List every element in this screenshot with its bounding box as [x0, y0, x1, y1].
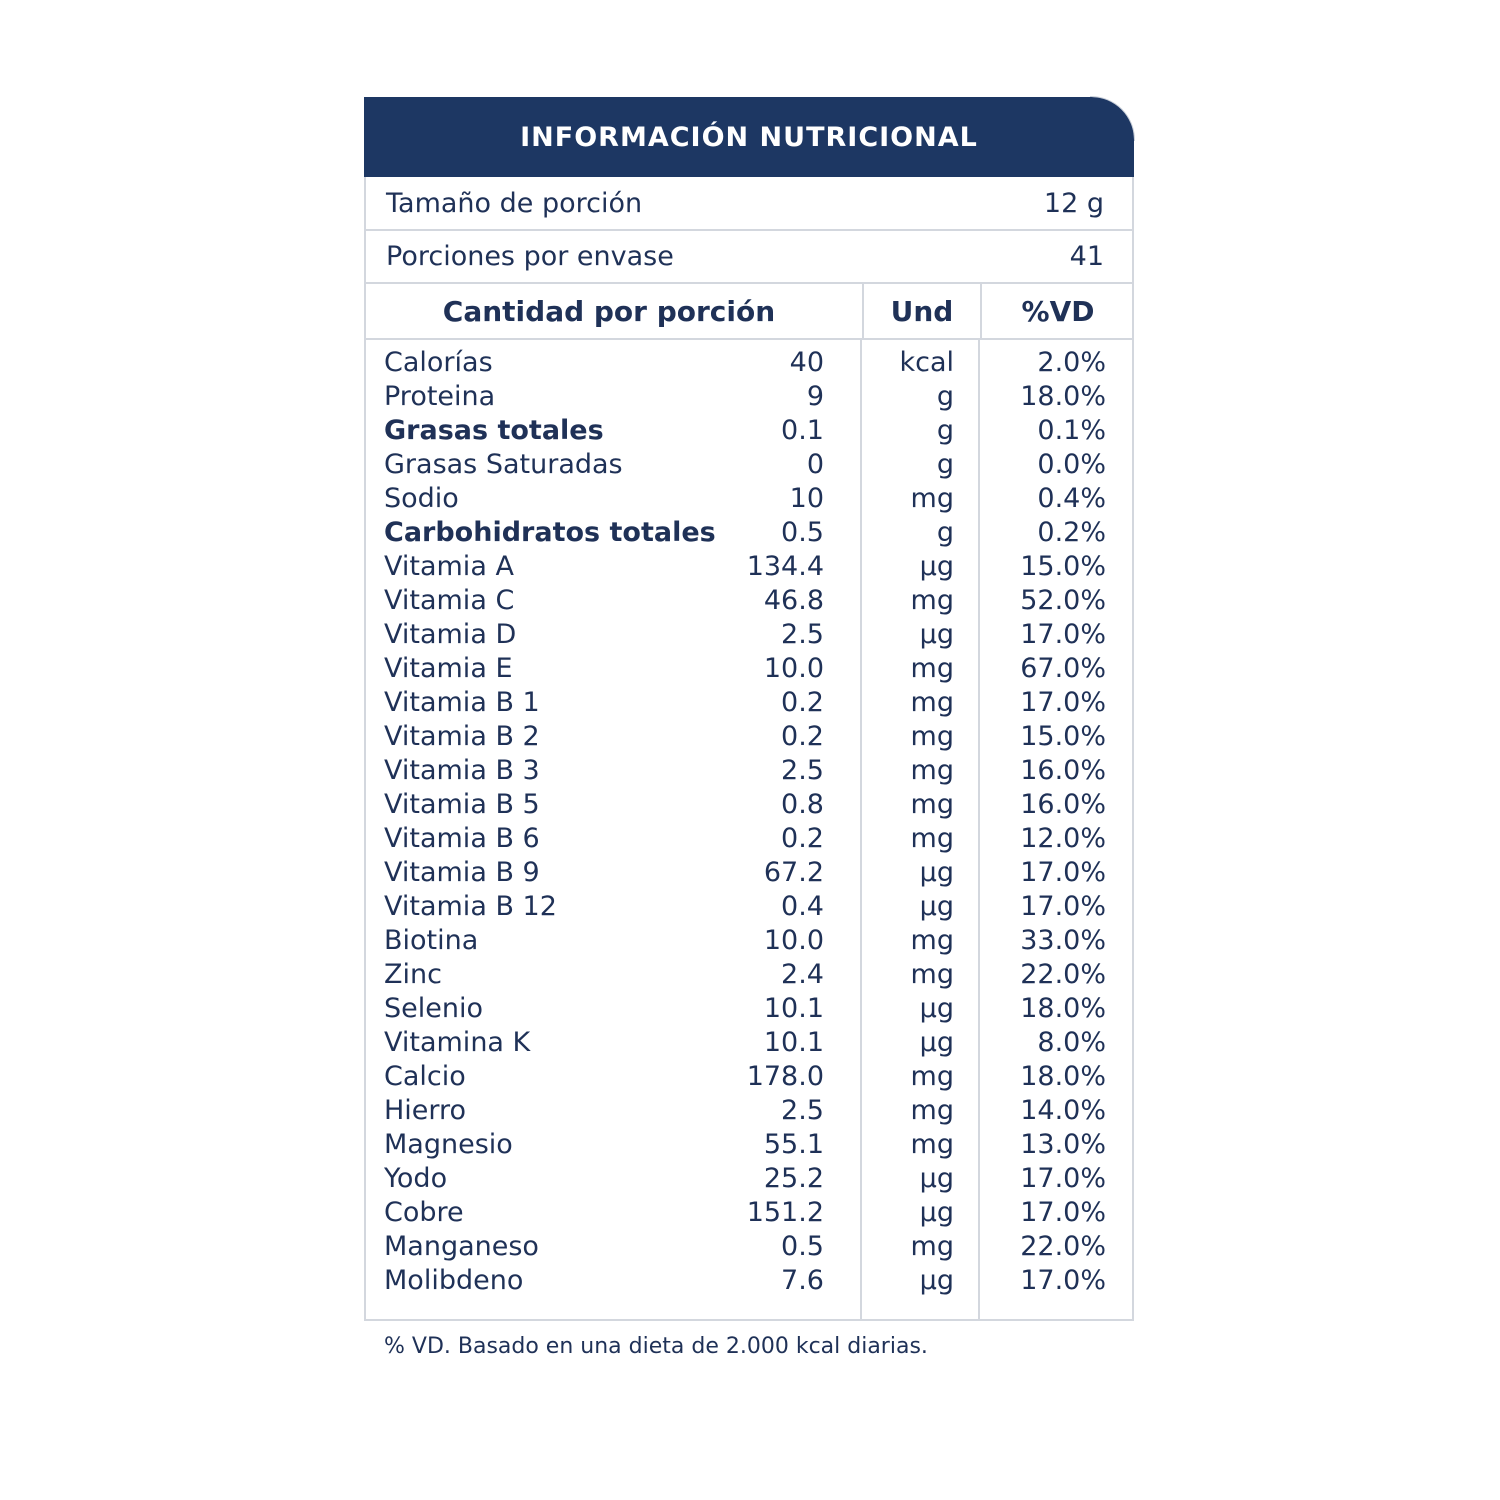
nutrient-name: Vitamia B 6 [384, 823, 540, 854]
nutrient-daily-value: 16.0% [1020, 755, 1106, 786]
nutrient-quantity: 0 [806, 449, 824, 480]
nutrient-row [366, 346, 1132, 380]
nutrient-unit: µg [919, 891, 954, 922]
nutrient-unit: mg [910, 483, 954, 514]
nutrient-quantity: 46.8 [763, 585, 824, 616]
nutrient-quantity: 10.0 [763, 925, 824, 956]
servings-per-container-value: 41 [1069, 241, 1104, 272]
nutrient-unit: mg [910, 1095, 954, 1126]
nutrient-name: Vitamia B 1 [384, 687, 540, 718]
nutrient-quantity: 0.2 [781, 721, 824, 752]
nutrient-quantity: 40 [789, 347, 824, 378]
column-header-row [364, 284, 1134, 340]
nutrient-quantity: 10.0 [763, 653, 824, 684]
nutrient-unit: mg [910, 687, 954, 718]
nutrient-row [366, 516, 1132, 550]
nutrient-daily-value: 0.1% [1037, 415, 1106, 446]
nutrition-facts-panel [364, 97, 1134, 1321]
nutrient-row [366, 924, 1132, 958]
nutrient-name: Vitamia C [384, 585, 515, 616]
nutrient-name: Yodo [384, 1163, 448, 1194]
nutrient-unit: mg [910, 653, 954, 684]
nutrient-name: Hierro [384, 1095, 467, 1126]
nutrient-row [366, 686, 1132, 720]
nutrient-name: Proteina [384, 381, 496, 412]
nutrient-daily-value: 17.0% [1020, 1197, 1106, 1228]
nutrient-unit: g [936, 415, 954, 446]
panel-title: INFORMACIÓN NUTRICIONAL [520, 121, 978, 153]
servings-per-container-label: Porciones por envase [386, 241, 674, 272]
nutrient-unit: µg [919, 1163, 954, 1194]
nutrient-name: Grasas totales [384, 415, 604, 446]
footnote: % VD. Basado en una dieta de 2.000 kcal diarias. [384, 1334, 928, 1359]
nutrient-row [366, 482, 1132, 516]
nutrient-name: Vitamia B 5 [384, 789, 540, 820]
nutrient-unit: µg [919, 1197, 954, 1228]
nutrient-unit: mg [910, 1061, 954, 1092]
nutrient-unit: mg [910, 755, 954, 786]
nutrient-unit: mg [910, 1129, 954, 1160]
nutrient-unit: mg [910, 721, 954, 752]
title-bar [364, 97, 1134, 177]
nutrient-name: Cobre [384, 1197, 464, 1228]
nutrient-daily-value: 17.0% [1020, 619, 1106, 650]
nutrient-unit: µg [919, 1027, 954, 1058]
unit-column-header: Und [862, 284, 980, 338]
nutrient-unit: mg [910, 585, 954, 616]
nutrient-name: Grasas Saturadas [384, 449, 623, 480]
nutrient-quantity: 55.1 [763, 1129, 824, 1160]
nutrient-unit: mg [910, 789, 954, 820]
nutrient-daily-value: 15.0% [1020, 721, 1106, 752]
nutrient-unit: µg [919, 619, 954, 650]
nutrient-unit: mg [910, 1231, 954, 1262]
nutrient-quantity: 0.1 [781, 415, 824, 446]
nutrient-daily-value: 17.0% [1020, 857, 1106, 888]
nutrient-row [366, 788, 1132, 822]
nutrient-quantity: 0.2 [781, 823, 824, 854]
nutrient-daily-value: 22.0% [1020, 959, 1106, 990]
nutrient-name: Magnesio [384, 1129, 513, 1160]
nutrient-table-body [364, 340, 1134, 1321]
nutrient-row [366, 448, 1132, 482]
nutrient-daily-value: 12.0% [1020, 823, 1106, 854]
nutrient-quantity: 0.2 [781, 687, 824, 718]
nutrient-daily-value: 0.0% [1037, 449, 1106, 480]
nutrient-name: Vitamia B 3 [384, 755, 540, 786]
servings-per-container-row [364, 231, 1134, 284]
nutrient-row [366, 1264, 1132, 1298]
nutrient-daily-value: 18.0% [1020, 381, 1106, 412]
nutrient-daily-value: 67.0% [1020, 653, 1106, 684]
nutrient-daily-value: 18.0% [1020, 1061, 1106, 1092]
serving-size-row [364, 177, 1134, 231]
nutrient-row [366, 890, 1132, 924]
nutrient-quantity: 2.5 [781, 1095, 824, 1126]
nutrient-daily-value: 22.0% [1020, 1231, 1106, 1262]
nutrient-unit: µg [919, 993, 954, 1024]
nutrient-daily-value: 13.0% [1020, 1129, 1106, 1160]
nutrient-row [366, 652, 1132, 686]
nutrient-name: Vitamia B 9 [384, 857, 540, 888]
nutrient-row [366, 822, 1132, 856]
serving-size-value: 12 g [1043, 187, 1104, 219]
nutrient-name: Calcio [384, 1061, 466, 1092]
nutrient-unit: µg [919, 551, 954, 582]
nutrient-daily-value: 8.0% [1037, 1027, 1106, 1058]
nutrient-name: Carbohidratos totales [384, 517, 716, 548]
nutrient-quantity: 7.6 [781, 1265, 824, 1296]
nutrient-quantity: 2.4 [781, 959, 824, 990]
nutrient-row [366, 550, 1132, 584]
nutrient-name: Vitamia A [384, 551, 514, 582]
nutrient-name: Zinc [384, 959, 442, 990]
nutrient-quantity: 25.2 [763, 1163, 824, 1194]
nutrient-list [366, 346, 1132, 1298]
nutrient-quantity: 10.1 [763, 993, 824, 1024]
nutrient-daily-value: 0.2% [1037, 517, 1106, 548]
nutrient-name: Vitamia D [384, 619, 517, 650]
nutrient-name: Vitamia B 2 [384, 721, 540, 752]
nutrient-quantity: 9 [806, 381, 824, 412]
nutrient-daily-value: 15.0% [1020, 551, 1106, 582]
nutrient-row [366, 1060, 1132, 1094]
nutrient-unit: kcal [899, 347, 954, 378]
nutrient-unit: µg [919, 857, 954, 888]
nutrient-quantity: 0.8 [781, 789, 824, 820]
nutrient-row [366, 584, 1132, 618]
nutrient-name: Vitamia B 12 [384, 891, 557, 922]
nutrient-quantity: 2.5 [781, 619, 824, 650]
nutrient-row [366, 754, 1132, 788]
nutrient-row [366, 380, 1132, 414]
nutrient-daily-value: 2.0% [1037, 347, 1106, 378]
nutrient-daily-value: 17.0% [1020, 1265, 1106, 1296]
nutrient-name: Vitamina K [384, 1027, 531, 1058]
nutrient-unit: g [936, 517, 954, 548]
nutrient-row [366, 856, 1132, 890]
nutrient-row [366, 1196, 1132, 1230]
nutrient-quantity: 0.4 [781, 891, 824, 922]
nutrient-name: Sodio [384, 483, 459, 514]
dv-column-header: %VD [980, 284, 1134, 338]
nutrient-quantity: 0.5 [781, 1231, 824, 1262]
nutrient-row [366, 414, 1132, 448]
nutrient-unit: mg [910, 925, 954, 956]
nutrient-name: Calorías [384, 347, 493, 378]
nutrient-name: Manganeso [384, 1231, 539, 1262]
nutrient-quantity: 10.1 [763, 1027, 824, 1058]
nutrient-daily-value: 14.0% [1020, 1095, 1106, 1126]
nutrient-row [366, 958, 1132, 992]
nutrient-row [366, 1128, 1132, 1162]
nutrient-unit: g [936, 381, 954, 412]
nutrient-daily-value: 16.0% [1020, 789, 1106, 820]
nutrient-unit: g [936, 449, 954, 480]
nutrient-name: Selenio [384, 993, 483, 1024]
nutrient-row [366, 992, 1132, 1026]
nutrient-daily-value: 33.0% [1020, 925, 1106, 956]
nutrient-quantity: 0.5 [781, 517, 824, 548]
nutrient-quantity: 2.5 [781, 755, 824, 786]
nutrient-quantity: 151.2 [746, 1197, 824, 1228]
nutrient-quantity: 134.4 [746, 551, 824, 582]
nutrient-unit: µg [919, 1265, 954, 1296]
nutrient-name: Biotina [384, 925, 479, 956]
nutrient-daily-value: 18.0% [1020, 993, 1106, 1024]
nutrient-unit: mg [910, 959, 954, 990]
nutrient-daily-value: 52.0% [1020, 585, 1106, 616]
nutrient-daily-value: 17.0% [1020, 891, 1106, 922]
nutrient-row [366, 1094, 1132, 1128]
nutrient-unit: mg [910, 823, 954, 854]
nutrient-quantity: 10 [789, 483, 824, 514]
nutrient-daily-value: 17.0% [1020, 687, 1106, 718]
nutrient-row [366, 1026, 1132, 1060]
nutrient-quantity: 67.2 [763, 857, 824, 888]
nutrient-row [366, 720, 1132, 754]
nutrient-row [366, 1230, 1132, 1264]
serving-size-label: Tamaño de porción [386, 187, 643, 219]
nutrient-name: Vitamia E [384, 653, 513, 684]
nutrient-daily-value: 17.0% [1020, 1163, 1106, 1194]
amount-column-header: Cantidad por porción [442, 294, 776, 328]
nutrient-name: Molibdeno [384, 1265, 524, 1296]
nutrient-row [366, 1162, 1132, 1196]
nutrient-quantity: 178.0 [746, 1061, 824, 1092]
nutrient-daily-value: 0.4% [1037, 483, 1106, 514]
nutrient-row [366, 618, 1132, 652]
